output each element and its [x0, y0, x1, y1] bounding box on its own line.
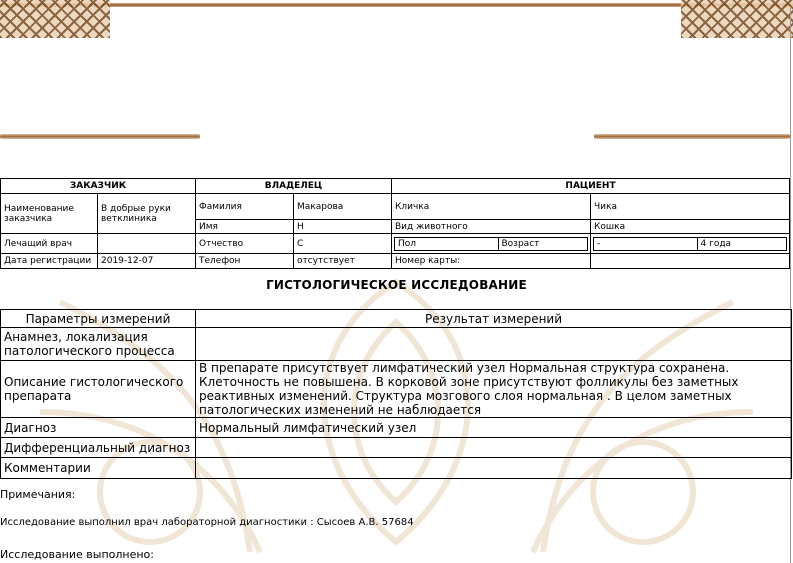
param-comments: Комментарии — [1, 458, 196, 479]
patient-nickname-value: Чика — [591, 194, 790, 220]
result-comments — [196, 458, 792, 479]
patient-sex-age-values-cell — [591, 234, 790, 254]
owner-phone-value: отсутствует — [294, 254, 392, 269]
customer-reg-date-label: Дата регистрации — [1, 254, 98, 269]
right-divider-ornament — [594, 134, 790, 139]
owner-patronymic-label: Отчество — [196, 234, 294, 254]
customer-doctor-value — [98, 234, 196, 254]
param-description: Описание гистологического препарата — [1, 361, 196, 418]
patient-age-label: Возраст — [498, 237, 588, 250]
info-table — [0, 178, 790, 269]
left-corner-ornament — [0, 0, 110, 38]
patient-nickname-label: Кличка — [392, 194, 591, 220]
patient-sex-age-cell — [392, 234, 591, 254]
param-anamnesis: Анамнез, локализация патологического процесса — [1, 328, 196, 361]
owner-header: ВЛАДЕЛЕЦ — [196, 179, 392, 194]
performed-label: Исследование выполнено: — [0, 548, 154, 561]
performed-by-text: Исследование выполнил врач лабораторной диагностики : Сысоев А.В. 57684 — [0, 517, 414, 528]
patient-age-value: 4 года — [697, 237, 787, 250]
owner-phone-label: Телефон — [196, 254, 294, 269]
params-column-header: Параметры измерений — [1, 310, 196, 328]
result-description: В препарате присутствует лимфатический узел Нормальная структура сохранена. Клеточность не повышена. В корковой зоне присутствуют фолликулы без заметных реактивных изменений. Структура мозгового слоя нормальная . В целом заметных патологических изменений не наблюдается — [196, 361, 792, 418]
patient-sex-value: - — [594, 237, 698, 250]
result-column-header: Результат измерений — [196, 310, 792, 328]
left-divider-ornament — [0, 134, 200, 139]
customer-name-label: Наименование заказчика — [1, 194, 98, 234]
customer-reg-date-value: 2019-12-07 — [98, 254, 196, 269]
customer-name-value: В добрые руки ветклиника — [98, 194, 196, 234]
param-differential: Дифференциальный диагноз — [1, 438, 196, 458]
patient-header: ПАЦИЕНТ — [392, 179, 790, 194]
owner-patronymic-value: С — [294, 234, 392, 254]
results-table — [0, 309, 792, 479]
owner-surname-value: Макарова — [294, 194, 392, 220]
owner-surname-label: Фамилия — [196, 194, 294, 220]
patient-species-label: Вид животного — [392, 220, 591, 234]
patient-species-value: Кошка — [591, 220, 790, 234]
result-differential — [196, 438, 792, 458]
result-anamnesis — [196, 328, 792, 361]
customer-doctor-label: Лечащий врач — [1, 234, 98, 254]
customer-header: ЗАКАЗЧИК — [1, 179, 196, 194]
owner-name-value: Н — [294, 220, 392, 234]
patient-card-label: Номер карты: — [392, 254, 591, 269]
notes-label: Примечания: — [0, 488, 76, 501]
owner-name-label: Имя — [196, 220, 294, 234]
patient-sex-label: Пол — [395, 237, 499, 250]
patient-card-value — [591, 254, 790, 269]
param-diagnosis: Диагноз — [1, 418, 196, 438]
result-diagnosis: Нормальный лимфатический узел — [196, 418, 792, 438]
top-border-ornament — [0, 3, 793, 7]
right-corner-ornament — [681, 0, 793, 38]
study-title: ГИСТОЛОГИЧЕСКОЕ ИССЛЕДОВАНИЕ — [266, 278, 527, 292]
